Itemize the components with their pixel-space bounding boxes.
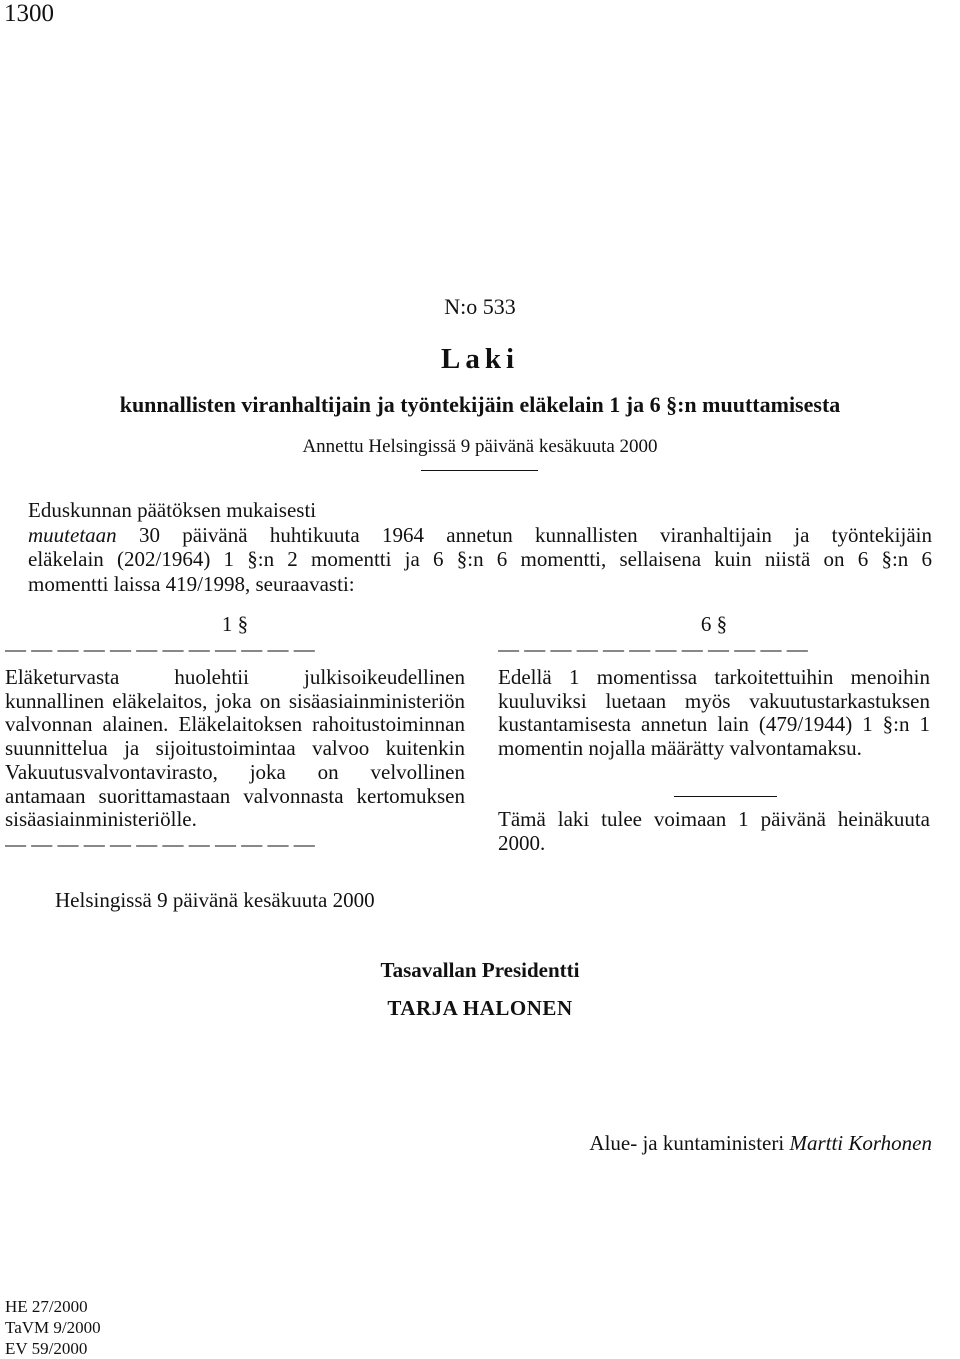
omission-dashes-top: — — — — — — — — — — — — xyxy=(5,637,315,661)
reference-item: HE 27/2000 xyxy=(5,1297,88,1316)
omission-dashes-top-right: — — — — — — — — — — — — xyxy=(498,637,808,661)
preamble-line-2-rest: 30 päivänä huhtikuuta 1964 annetun kunnallisten viranhaltijain ja työntekijäin xyxy=(116,522,932,547)
references xyxy=(5,1296,101,1359)
preamble-line-2 xyxy=(28,523,932,548)
reference-item: EV 59/2000 xyxy=(5,1339,88,1358)
divider-rule xyxy=(421,470,538,471)
section-1-heading: 1 § xyxy=(221,612,249,636)
preamble xyxy=(28,498,932,596)
act-number: N:o 533 xyxy=(444,294,516,319)
given-line: Annettu Helsingissä 9 päivänä kesäkuuta 2000 xyxy=(302,436,658,457)
section-1-text: Eläketurvasta huolehtii julkisoikeudellinen kunnallinen eläkelaitos, joka on sisäasiainministeriön valvonnan alainen. Eläkelaitoksen rahoitustoiminnan suunnittelua ja sijoitustoimintaa valvoo kuitenkin Vakuutusvalvontavirasto, joka on velvollinen antamaan suorittamastaan valvonnasta kertomuksen sisäasiainministeriölle. xyxy=(5,665,465,832)
place-date: Helsingissä 9 päivänä kesäkuuta 2000 xyxy=(55,888,375,912)
minister-signature xyxy=(589,1131,932,1156)
preamble-line-4: momentti laissa 419/1998, seuraavasti: xyxy=(28,571,355,596)
president-title: Tasavallan Presidentti xyxy=(380,958,580,982)
act-type-heading: Laki xyxy=(440,343,520,375)
page-number: 1300 xyxy=(4,0,54,27)
minister-name: Martti Korhonen xyxy=(789,1131,932,1155)
section-1 xyxy=(5,612,465,857)
preamble-lead: Eduskunnan päätöksen mukaisesti xyxy=(28,498,317,522)
reference-item: TaVM 9/2000 xyxy=(5,1318,101,1337)
omission-dashes-bottom: — — — — — — — — — — — — xyxy=(5,831,315,856)
section-6-heading: 6 § xyxy=(700,612,728,636)
act-title: kunnallisten viranhaltijain ja työntekijäin eläkelain 1 ja 6 §:n muuttamisesta xyxy=(119,392,841,417)
minister-title: Alue- ja kuntaministeri xyxy=(589,1131,785,1155)
divider-rule-end xyxy=(674,796,777,797)
preamble-verb: muutetaan xyxy=(28,522,117,547)
president-name: TARJA HALONEN xyxy=(387,996,573,1020)
preamble-line-3: eläkelain (202/1964) 1 §:n 2 momentti ja 6 §:n 6 momentti, sellaisena kuin niistä on 6 §:n 6 xyxy=(28,547,932,571)
entry-into-force: Tämä laki tulee voimaan 1 päivänä heinäkuuta 2000. xyxy=(498,807,930,855)
section-6-text: Edellä 1 momentissa tarkoitettuihin menoihin kuuluviksi luetaan myös vakuutustarkastuksen kustantamisesta annetun lain (479/1944) 1 §:n 1 momentin nojalla määrätty valvontamaksu. xyxy=(498,665,930,761)
section-6 xyxy=(498,612,930,761)
